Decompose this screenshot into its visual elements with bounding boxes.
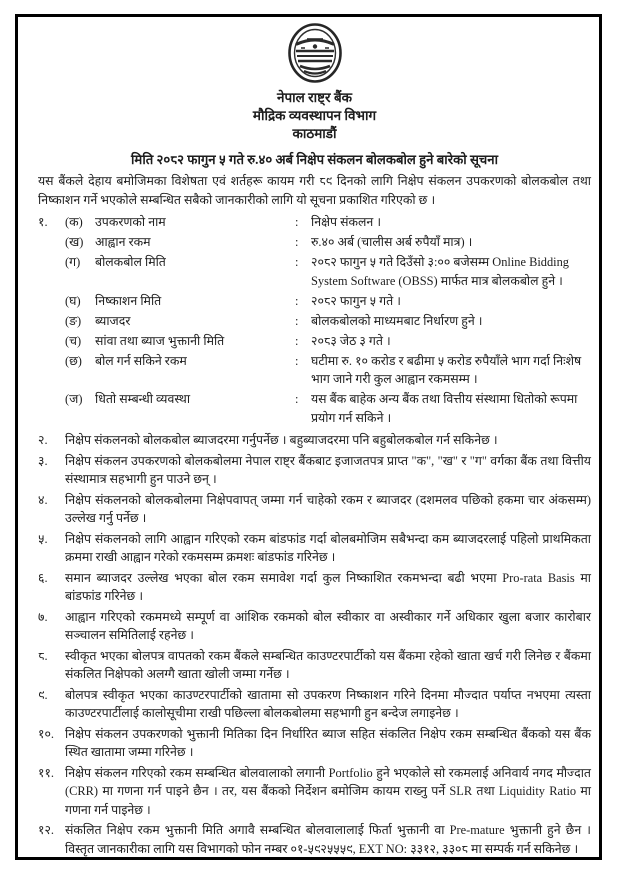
notice-clause <box>38 821 591 858</box>
spec-row <box>38 332 591 351</box>
notice-clause <box>38 431 591 450</box>
item-number: १. <box>38 215 48 229</box>
spec-row <box>38 292 591 311</box>
notice-intro: यस बैंकले देहाय बमोजिमका विशेषता एवं शर्तहरू कायम गरी ८९ दिनको लागि निक्षेप संकलन उपकरणको बोलकबोल तथा निष्काशन गर्ने भएकोले सम्बन्धित सबैको जानकारीको लागि यो सूचना प्रकाशित गरिएको छ । <box>38 174 591 207</box>
clause-text: निक्षेप संकलन उपकरणको बोलकबोलमा नेपाल राष्ट्र बैंकबाट इजाजतपत्र प्राप्त "क", "ख" र "ग" वर्गका बैंक तथा वित्तीय संस्थामात्र सहभागी हुन पाउने छन् । <box>65 453 591 486</box>
spec-value: २०८२ फागुन ५ गते । <box>311 293 401 308</box>
clause-number: १०. <box>38 726 54 741</box>
clause-text: समान ब्याजदर उल्लेख भएका बोल रकम समावेश गर्दा कुल निष्काशित रकमभन्दा बढी भएमा Pro-rata Basis मा बांडफांड गरिनेछ । <box>65 570 591 603</box>
spec-value: रु.४० अर्ब (चालीस अर्ब रुपैयाँ मात्र) । <box>311 235 473 249</box>
clause-list <box>38 431 591 860</box>
spec-key: (ज) <box>65 392 83 406</box>
spec-label: सांवा तथा ब्याज भुक्तानी मिति <box>95 333 225 348</box>
city-name: काठमाडौं <box>292 126 337 141</box>
spec-key: (ङ) <box>65 313 82 328</box>
spec-label: आह्वान रकम <box>95 235 151 249</box>
spec-colon: : <box>295 333 299 348</box>
spec-value: घटीमा रु. १० करोड र बढीमा ५ करोड रुपैयाँले भाग गर्दा निःशेष भाग जाने गरी कुल आह्वान रकमसम्म । <box>311 353 582 386</box>
spec-key: (क) <box>65 215 83 229</box>
spec-colon: : <box>295 392 299 406</box>
clause-text: स्वीकृत भएका बोलपत्र वापतको रकम बैंकले सम्बन्धित काउण्टरपार्टीको यस बैंकमा रहेको खाता खर्च गरी लिनेछ र बैंकमा संकलित निक्षेपको अलग्गै खाता खोली जम्मा गर्नेछ । <box>65 648 591 681</box>
spec-row <box>38 312 591 331</box>
spec-value: २०८३ जेठ ३ गते । <box>311 333 391 348</box>
spec-value: २०८२ फागुन ५ गते दिउँसो ३:०० बजेसम्म Online Bidding System Software (OBSS) मार्फत मात्र बोलकबोल हुने । <box>311 255 569 288</box>
notice-clause <box>38 647 591 684</box>
clause-text: निक्षेप संकलनको लागि आह्वान गरिएको रकम बांडफांड गर्दा बोलबमोजिम सबैभन्दा कम ब्याजदरलाई पहिलो प्राथमिकता क्रममा राखी आह्वान गरेको रकमसम्म क्रमशः बांडफांड गरिनेछ । <box>65 531 591 564</box>
clause-text: निक्षेप संकलनको बोलकबोल ब्याजदरमा गर्नुपर्नेछ । बहुब्याजदरमा पनि बहुबोलकबोल गर्न सकिनेछ । <box>65 433 498 447</box>
clause-text: संकलित निक्षेप रकम भुक्तानी मिति अगावै सम्बन्धित बोलवालालाई फिर्ता भुक्तानी वा Pre-mature भुक्तानी हुने छैन । विस्तृत जानकारीका लागि यस विभागको फोन नम्बर ०१-५९२५५५९, EXT NO: ३३१२, ३३०८ मा सम्पर्क गर्न सकिनेछ । <box>65 823 591 856</box>
clause-number: ९. <box>38 687 48 702</box>
spec-key: (च) <box>65 333 82 348</box>
spec-row <box>38 390 591 427</box>
clause-number: २. <box>38 433 48 447</box>
bank-seal-icon <box>287 22 343 84</box>
notice-clause <box>38 725 591 762</box>
spec-label: बोल गर्न सकिने रकम <box>95 353 187 368</box>
spec-key: (ख) <box>65 235 84 249</box>
spec-row <box>38 213 591 232</box>
clause-text: निक्षेप संकलन गरिएको रकम सम्बन्धित बोलवालाको लगानी Portfolio हुने भएकोले सो रकमलाई अनिवार्य नगद मौज्दात (CRR) मा गणना गर्न पाइने छैन । तर, यस बैंकको निर्देशन बमोजिम कायम राख्नु पर्ने SLR तथा Liquidity Ratio मा गणना गर्न पाइनेछ । <box>65 765 591 817</box>
clause-number: १२. <box>38 823 54 837</box>
spec-value: निक्षेप संकलन । <box>311 215 382 229</box>
notice-clause <box>38 491 591 528</box>
spec-label: उपकरणको नाम <box>95 215 166 229</box>
spec-value: बोलकबोलको माध्यमबाट निर्धारण हुने । <box>311 313 483 328</box>
notice-clause <box>38 608 591 645</box>
spec-key: (घ) <box>65 293 81 308</box>
spec-label: बोलकबोल मिति <box>95 255 166 269</box>
notice-content <box>38 22 591 862</box>
clause-text: आह्वान गरिएको रकममध्ये सम्पूर्ण वा आंशिक रकमको बोल स्वीकार वा अस्वीकार गर्ने अधिकार खुला बजार कारोबार सञ्चालन समितिलाई रहनेछ । <box>65 609 591 642</box>
notice-clause <box>38 686 591 723</box>
spec-colon: : <box>295 353 299 368</box>
spec-row <box>38 253 591 290</box>
notice-clause <box>38 452 591 489</box>
spec-colon: : <box>295 313 299 328</box>
clause-number: ६. <box>38 570 48 585</box>
clause-number: ५. <box>38 531 48 546</box>
clause-number: ११. <box>38 765 54 780</box>
spec-colon: : <box>295 235 299 249</box>
spec-colon: : <box>295 293 299 308</box>
spec-row <box>38 233 591 252</box>
spec-key: (ग) <box>65 255 81 269</box>
clause-number: ४. <box>38 492 48 507</box>
clause-text: निक्षेप संकलनको बोलकबोलमा निक्षेपवापत् जम्मा गर्न चाहेको रकम र ब्याजदर (दशमलव पछिको हकमा चार अंकसम्म) उल्लेख गर्नु पर्नेछ । <box>65 492 591 525</box>
spec-colon: : <box>295 215 299 229</box>
spec-label: ब्याजदर <box>95 313 131 328</box>
clause-number: ८. <box>38 648 48 663</box>
spec-colon: : <box>295 255 299 269</box>
spec-label: धितो सम्बन्धी व्यवस्था <box>95 392 191 406</box>
spec-key: (छ) <box>65 353 82 368</box>
department-name: मौद्रिक व्यवस्थापन विभाग <box>252 108 377 123</box>
notice-clause <box>38 764 591 820</box>
clause-number: ७. <box>38 609 48 624</box>
notice-clause <box>38 530 591 567</box>
bank-name: नेपाल राष्ट्र बैंक <box>276 90 353 105</box>
clause-number: ३. <box>38 453 48 468</box>
spec-value: यस बैंक बाहेक अन्य बैंक तथा वित्तीय संस्थामा धितोको रूपमा प्रयोग गर्न सकिने । <box>311 392 578 425</box>
spec-label: निष्काशन मिति <box>95 293 162 308</box>
clause-text: निक्षेप संकलन उपकरणको भुक्तानी मितिका दिन निर्धारित ब्याज सहित संकलित निक्षेप रकम सम्बन्धित बैंकको यस बैंक स्थित खातामा जम्मा गरिनेछ । <box>65 726 591 759</box>
spec-table <box>38 213 591 427</box>
spec-row <box>38 352 591 389</box>
clause-text: बोलपत्र स्वीकृत भएका काउण्टरपार्टीको खातामा सो उपकरण निष्काशन गरिने दिनमा मौज्दात पर्याप्त नभएमा त्यस्ता काउण्टरपार्टीलाई कालोसूचीमा राखी पछिल्ला बोलकबोलमा सहभागी हुन बन्देज लगाइनेछ । <box>65 687 591 720</box>
notice-clause <box>38 569 591 606</box>
letterhead <box>38 22 591 143</box>
notice-title: मिति २०८२ फागुन ५ गते रु.४० अर्ब निक्षेप संकलन बोलकबोल हुने बारेको सूचना <box>131 152 498 167</box>
